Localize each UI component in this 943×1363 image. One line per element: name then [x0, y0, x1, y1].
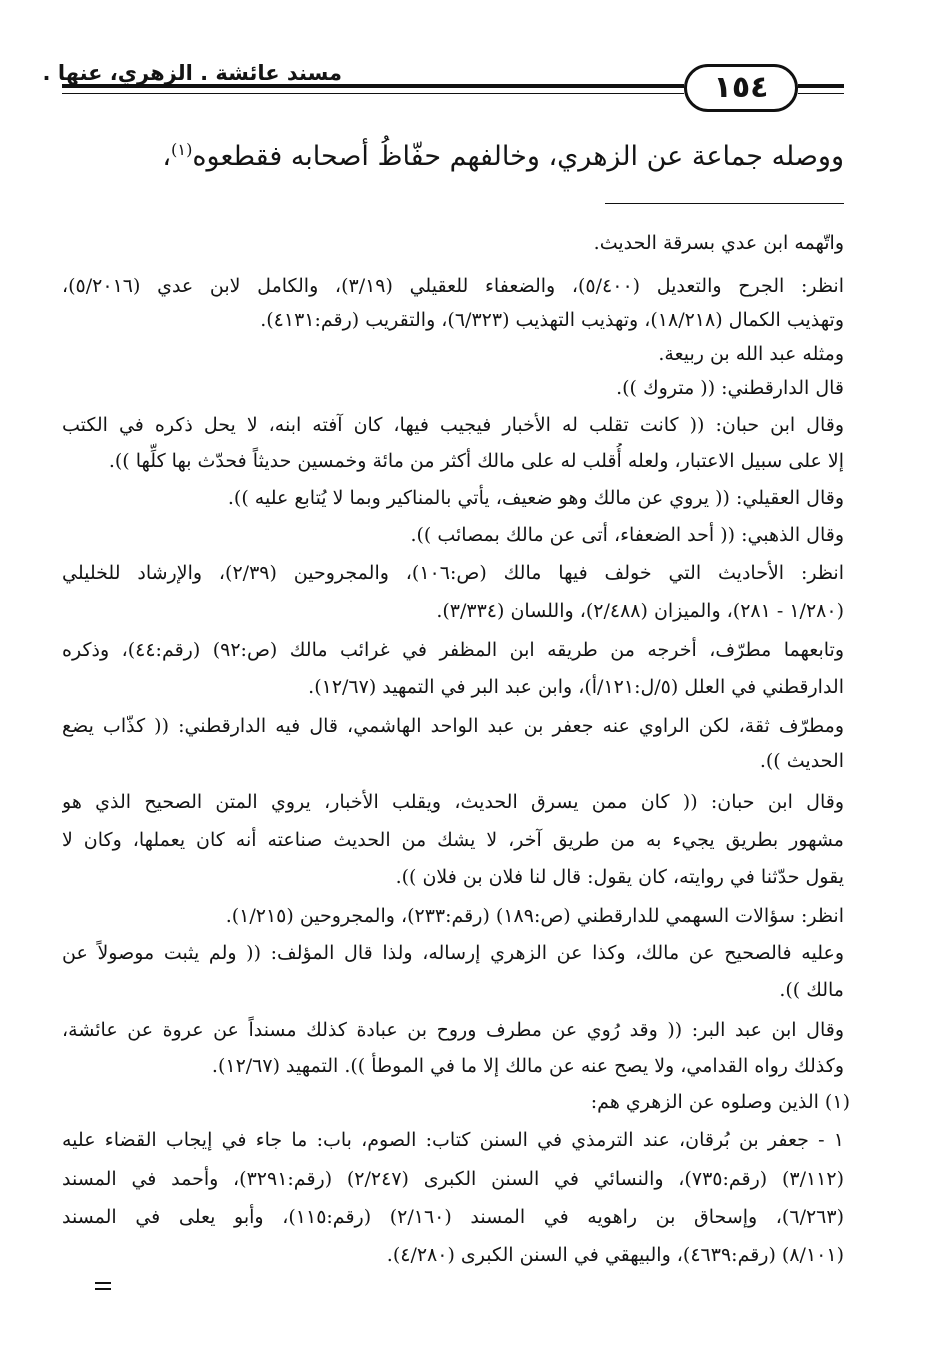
- footnote-line: وقال الذهبي: (( أحد الضعفاء، أتى عن مالك بمصائب )).: [410, 524, 844, 546]
- footnote-line: وقال العقيلي: (( يروي عن مالك وهو ضعيف، يأتي بالمناكير وبما لا يُتابع عليه )).: [227, 487, 844, 509]
- main-text-line: [62, 130, 844, 184]
- footnote-line: الحديث )).: [759, 750, 844, 772]
- footnote-line: مشهور بطريق يجيء به من طريق آخر، لا يشك من الحديث صناعته أنه كان يعملها، وكان لا: [62, 829, 844, 851]
- header-rule-thin: [62, 93, 684, 94]
- footnote-line: ١ - جعفر بن بُرقان، عند الترمذي في السنن كتاب: الصوم، باب: ما جاء في إيجاب القضاء عليه: [62, 1129, 844, 1151]
- footnote-line: وتهذيب الكمال (١٨/٢١٨)، وتهذيب التهذيب (٦/٣٢٣)، والتقريب (رقم:٤١٣١).: [260, 309, 844, 331]
- footnote-line: ومثله عبد الله بن ربيعة.: [658, 343, 844, 365]
- page-number-badge: ١٥٤: [684, 64, 798, 112]
- footnote-line: وعليه فالصحيح عن مالك، وكذا عن الزهري إرساله، ولذا قال المؤلف: (( ولم يثبت موصولاً عن: [62, 942, 844, 964]
- header-rule-thick-right: [798, 84, 844, 88]
- footnote-separator: [605, 203, 844, 204]
- footnote-heading: (١) الذين وصلوه عن الزهري هم:: [590, 1091, 850, 1113]
- end-mark: [95, 1282, 111, 1296]
- footnote-line: انظر: الجرح والتعديل (٥/٤٠٠)، والضعفاء للعقيلي (٣/١٩)، والكامل لابن عدي (٥/٢٠١٦)،: [62, 275, 844, 297]
- header-rule-thick: [62, 84, 684, 88]
- footnote-line: يقول حدّثنا في روايته، كان يقول: قال لنا فلان بن فلان )).: [395, 866, 844, 888]
- footnote-line: (٨/١٠١) (رقم:٤٦٣٩)، والبيهقي في السنن الكبرى (٤/٢٨٠).: [386, 1244, 844, 1266]
- footnote-line: الدارقطني في العلل (٥/ل:١٢١/أ)، وابن عبد البر في التمهيد (١٢/٦٧).: [308, 676, 844, 698]
- header-rule-thin-right: [798, 93, 844, 94]
- footnote-line: إلا على سبيل الاعتبار، ولعله أُقلب له على مالك أكثر من مائة وخمسين حديثاً فحدّث بها كلِّها )).: [108, 450, 844, 472]
- main-text-trailing: ،: [162, 141, 172, 172]
- footnote-line: وتابعهما مطرّف، أخرجه من طريقه ابن المظفر في غرائب مالك (ص:٩٢) (رقم:٤٤)، وذكره: [62, 639, 844, 661]
- footnote-line: ومطرّف ثقة، لكن الراوي عنه جعفر بن عبد الواحد الهاشمي، قال فيه الدارقطني: (( كذّاب يضع: [62, 715, 844, 737]
- footnote-line: (٦/٢٦٣)، وإسحاق بن راهويه في المسند (٢/١٦٠) (رقم:١١٥)، وأبو يعلى في المسند: [62, 1206, 844, 1228]
- footnote-line: انظر: سؤالات السهمي للدارقطني (ص:١٨٩) (رقم:٢٣٣)، والمجروحين (١/٢١٥).: [225, 905, 844, 927]
- footnote-line: مالك )).: [779, 979, 844, 1001]
- footnote-line: وقال ابن عبد البر: (( وقد رُوي عن مطرف وروح بن عبادة كذلك مسنداً عن عروة عن عائشة،: [62, 1019, 844, 1041]
- footnote-line: واتّهمه ابن عدي بسرقة الحديث.: [593, 232, 844, 254]
- footnote-line: (١/٢٨٠ - ٢٨١)، والميزان (٢/٤٨٨)، واللسان (٣/٣٣٤).: [436, 600, 844, 622]
- footnote-line: وقال ابن حبان: (( كانت تقلب له الأخبار فيجيب فيها، كان آفته ابنه، لا يحل ذكره في الكتب: [62, 414, 844, 436]
- footnote-reference: (١): [171, 140, 193, 159]
- footnote-line: وكذلك رواه القدامي، ولا يصح عنه عن مالك إلا ما في الموطأ )). التمهيد (١٢/٦٧).: [211, 1055, 844, 1077]
- running-header-title: مسند عائشة . الزهري، عنها .: [42, 61, 342, 85]
- footnote-line: (٣/١١٢) (رقم:٧٣٥)، والنسائي في السنن الكبرى (٢/٢٤٧) (رقم:٣٢٩١)، وأحمد في المسند: [62, 1168, 844, 1190]
- footnote-line: انظر: الأحاديث التي خولف فيها مالك (ص:١٠٦)، والمجروحين (٢/٣٩)، والإرشاد للخليلي: [62, 562, 844, 584]
- footnote-line: قال الدارقطني: (( متروك )).: [616, 377, 844, 399]
- main-text-body: ووصله جماعة عن الزهري، وخالفهم حفّاظُ أصحابه فقطعوه: [192, 141, 844, 172]
- footnote-line: وقال ابن حبان: (( كان ممن يسرق الحديث، ويقلب الأخبار، يروي المتن الصحيح الذي هو: [62, 791, 844, 813]
